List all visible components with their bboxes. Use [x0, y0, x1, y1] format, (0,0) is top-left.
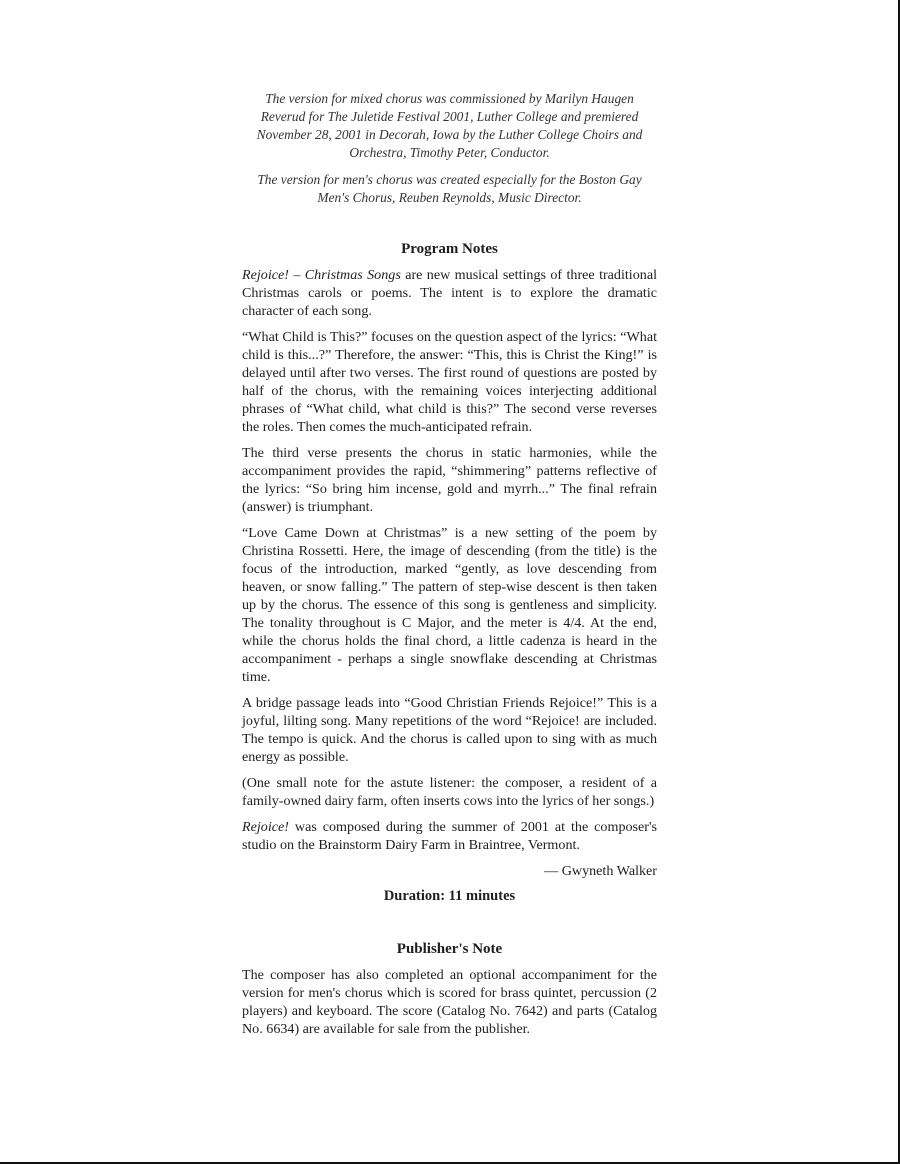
program-notes-paragraph-7	[242, 818, 657, 854]
commission-credits	[242, 90, 657, 207]
document-page	[242, 90, 657, 1046]
mens-chorus-credit: The version for men's chorus was created especially for the Boston Gay Men's Chorus, Reuben Reynolds, Music Director.	[257, 172, 642, 205]
program-notes-paragraph-4: “Love Came Down at Christmas” is a new setting of the poem by Christina Rossetti. Here, the image of descending (from the title) is the focus of the introduction, marked “gently, as love descending from heaven, or snow falling.” The pattern of step-wise descent is then taken up by the chorus. The essence of this song is gentleness and simplicity. The tonality throughout is C Major, and the meter is 4/4. At the end, while the chorus holds the final chord, a little cadenza is heard in the accompaniment - perhaps a single snowflake descending at Christmas time.	[242, 525, 657, 685]
paragraph-1-text: are new musical settings of three traditional Christmas carols or poems. The intent is to explore the dramatic character of each song.	[242, 267, 657, 319]
mixed-chorus-credit: The version for mixed chorus was commissioned by Marilyn Haugen Reverud for The Juletide Festival 2001, Luther College and premiered November 28, 2001 in Decorah, Iowa by the Luther College Choirs and Orchestra, Timothy Peter, Conductor.	[256, 91, 643, 160]
duration: Duration: 11 minutes	[383, 888, 516, 904]
composer-signature: — Gwyneth Walker	[544, 863, 657, 879]
program-notes-paragraph-5: A bridge passage leads into “Good Christian Friends Rejoice!” This is a joyful, lilting song. Many repetitions of the word “Rejoice! are included. The tempo is quick. And the chorus is called upon to sing with as much energy as possible.	[242, 695, 657, 765]
program-notes-heading: Program Notes	[401, 241, 498, 257]
work-title: Rejoice! – Christmas Songs	[242, 267, 401, 283]
paragraph-7-text: was composed during the summer of 2001 at the composer's studio on the Brainstorm Dairy Farm in Braintree, Vermont.	[242, 819, 657, 853]
publishers-note-heading: Publisher's Note	[396, 941, 503, 957]
program-notes-paragraph-3: The third verse presents the chorus in static harmonies, while the accompaniment provides the rapid, “shimmering” patterns reflective of the lyrics: “So bring him incense, gold and myrrh...” The final refrain (answer) is triumphant.	[242, 445, 657, 515]
program-notes-paragraph-2: “What Child is This?” focuses on the question aspect of the lyrics: “What child is this...?” Therefore, the answer: “This, this is Christ the King!” is delayed until after two verses. The first round of questions are posted by half of the chorus, with the remaining voices interjecting additional phrases of “What child, what child is this?” The second verse reverses the roles. Then comes the much-anticipated refrain.	[242, 329, 657, 435]
program-notes-paragraph-1	[242, 266, 657, 320]
publishers-note-text: The composer has also completed an optional accompaniment for the version for men's chorus which is scored for brass quintet, percussion (2 players) and keyboard. The score (Catalog No. 7642) and parts (Catalog No. 6634) are available for sale from the publisher.	[242, 967, 657, 1037]
program-notes-paragraph-6: (One small note for the astute listener: the composer, a resident of a family-owned dairy farm, often inserts cows into the lyrics of her songs.)	[242, 775, 657, 809]
work-title-short: Rejoice!	[242, 819, 289, 835]
